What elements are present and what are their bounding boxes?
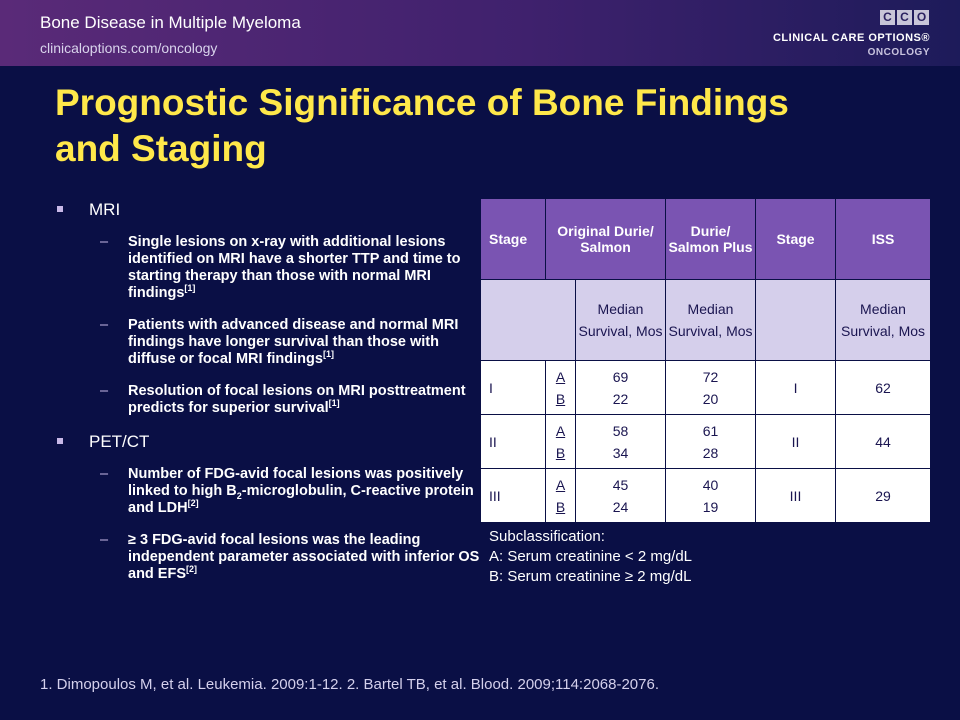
iss-survival-cell: 62 (836, 361, 931, 415)
subclass-cell: A B (546, 361, 576, 415)
stage-cell: III (481, 469, 546, 523)
bullet-pet-ct: PET/CT (55, 432, 485, 452)
subclass-cell: A B (546, 469, 576, 523)
subclass-b: B: Serum creatinine ≥ 2 mg/dL (489, 568, 692, 585)
sub-bullet: – Patients with advanced disease and normal MRI findings have longer survival than those with diffuse or focal MRI findings[1] (100, 317, 459, 367)
header-iss: ISS (836, 199, 931, 280)
bullet-mri: MRI (55, 200, 485, 220)
logo-letter: C (897, 10, 912, 25)
plus-survival-cell: 61 28 (666, 415, 756, 469)
sub-bullet-text: Single lesions on x-ray with additional lesions identified on MRI have a shorter TTP and time to starting therapy than those with normal MRI findings (128, 234, 461, 301)
logo-text-brand: CLINICAL CARE OPTIONS® (772, 32, 930, 44)
table-row (481, 361, 931, 415)
logo-letter: O (914, 10, 929, 25)
sub-bullet-text: ≥ 3 FDG-avid focal lesions was the leading independent parameter associated with inferior OS and EFS (128, 532, 480, 582)
reference-mark: [2] (186, 564, 198, 575)
sub-bullet: – ≥ 3 FDG-avid focal lesions was the leading independent parameter associated with inferior OS and EFS[2] (100, 532, 480, 582)
unit-cell: Median Survival, Mos (666, 280, 756, 361)
subclass-a: A: Serum creatinine < 2 mg/dL (489, 548, 693, 565)
iss-survival-cell: 29 (836, 469, 931, 523)
table-unit-row (481, 280, 931, 361)
staging-table (480, 198, 931, 523)
slide-title-line1: Prognostic Significance of Bone Findings (55, 82, 789, 123)
bullet-list (55, 200, 485, 598)
reference-mark: [2] (187, 498, 199, 509)
subclass-heading: Subclassification: (489, 528, 605, 545)
iss-survival-cell: 44 (836, 415, 931, 469)
logo-text-oncology: ONCOLOGY (867, 47, 930, 58)
sub-bullet-text: Resolution of focal lesions on MRI posttreatment predicts for superior survival (128, 383, 466, 416)
subclassification-note (489, 527, 692, 587)
plus-survival-cell: 72 20 (666, 361, 756, 415)
header-stage: Stage (481, 199, 546, 280)
logo-letter: C (880, 10, 895, 25)
sub-bullet-text: -microglobulin, C-reactive protein and LDH (128, 483, 474, 516)
sub-bullet: – Single lesions on x-ray with additional lesions identified on MRI have a shorter TTP and time to starting therapy than those with normal MRI findings[1] (100, 234, 461, 301)
slide-title-line2: and Staging (55, 128, 267, 169)
table-row (481, 415, 931, 469)
subscript: 2 (236, 490, 242, 501)
sub-bullet: – Resolution of focal lesions on MRI posttreatment predicts for superior survival[1] (100, 383, 466, 416)
original-survival-cell: 45 24 (576, 469, 666, 523)
subclass-cell: A B (546, 415, 576, 469)
sub-bullet: – Number of FDG-avid focal lesions was positively linked to high $B_2$-microglobulin, C-reactive protein and LDH[2] (100, 466, 474, 516)
sub-bullet-text: Number of FDG-avid focal lesions was positively linked to high B (128, 466, 464, 499)
original-survival-cell: 69 22 (576, 361, 666, 415)
header-url: clinicaloptions.com/oncology (40, 40, 218, 56)
reference-mark: [1] (328, 398, 340, 409)
iss-stage-cell: III (756, 469, 836, 523)
slide-title (55, 80, 935, 172)
iss-stage-cell: I (756, 361, 836, 415)
header-iss-stage: Stage (756, 199, 836, 280)
slide-header (0, 0, 960, 66)
unit-cell: Median Survival, Mos (576, 280, 666, 361)
stage-cell: II (481, 415, 546, 469)
table-header-row (481, 199, 931, 280)
original-survival-cell: 58 34 (576, 415, 666, 469)
sub-bullet-text: Patients with advanced disease and normal MRI findings have longer survival than those with diffuse or focal MRI findings (128, 317, 459, 367)
iss-stage-cell: II (756, 415, 836, 469)
plus-survival-cell: 40 19 (666, 469, 756, 523)
cco-logo (880, 10, 929, 25)
header-ds-plus: Durie/ Salmon Plus (666, 199, 756, 280)
reference-mark: [1] (322, 349, 334, 360)
stage-cell: I (481, 361, 546, 415)
references-footer: 1. Dimopoulos M, et al. Leukemia. 2009:1-12. 2. Bartel TB, et al. Blood. 2009;114:2068-2076. (40, 676, 659, 693)
header-title: Bone Disease in Multiple Myeloma (40, 13, 301, 32)
reference-mark: [1] (184, 283, 196, 294)
unit-cell: Median Survival, Mos (836, 280, 931, 361)
header-original-ds: Original Durie/ Salmon (546, 199, 666, 280)
table-row (481, 469, 931, 523)
